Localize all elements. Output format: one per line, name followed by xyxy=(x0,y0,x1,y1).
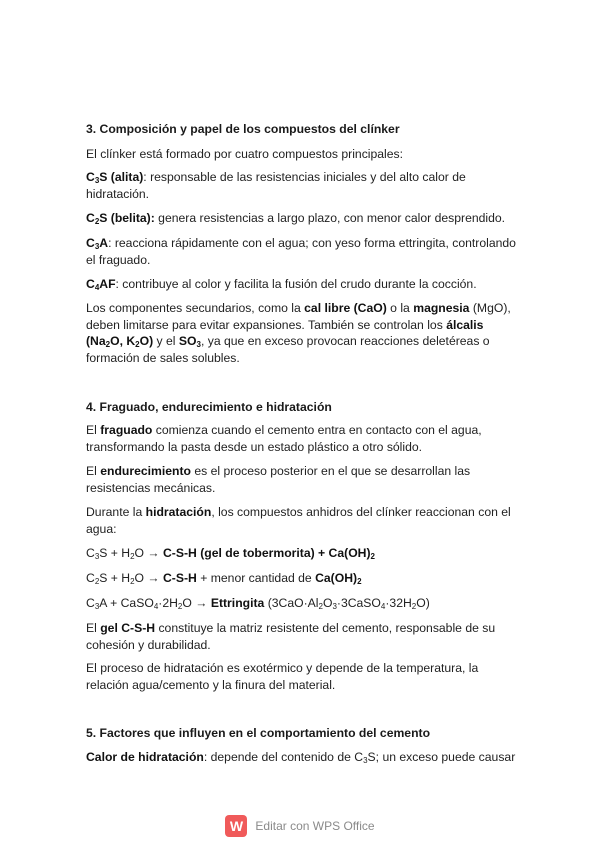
secondary-components-paragraph: Los componentes secundarios, como la cal libre (CaO) o la magnesia (MgO), deben limitarse para evitar expansiones. También se controlan los álcalis ($Na_2O$, $K_2O$) y el $SO_3$, ya que en exceso provocan reacciones deletéreas o formación de sales solubles. xyxy=(86,301,511,365)
c3s-paragraph: $C_3S$ (alita): responsable de las resistencias iniciales y del alto calor de hidratación. xyxy=(86,170,466,201)
wps-logo-icon: W xyxy=(225,815,247,837)
c3a-label: $C_3A$ xyxy=(86,236,109,251)
wps-footer[interactable] xyxy=(0,814,600,838)
section-3-title: 3. Composición y papel de los compuestos del clínker xyxy=(86,122,400,136)
hidratacion-paragraph: Durante la hidratación, los compuestos anhidros del clínker reaccionan con el agua: xyxy=(86,505,511,536)
gel-csh-paragraph: El gel C-S-H constituye la matriz resistente del cemento, responsable de su cohesión y durabilidad. xyxy=(86,621,496,652)
endurecimiento-paragraph: El endurecimiento es el proceso posterior en el que se desarrollan las resistencias mecánicas. xyxy=(86,464,471,495)
c2s-label: $C_2S$ (belita): xyxy=(86,211,155,226)
equation-c3s: $C_3S + H_2O \to C-S-H$ (gel de tobermorita) + $Ca(OH)_2$ xyxy=(86,546,375,561)
section-3-intro: El clínker está formado por cuatro compuestos principales: xyxy=(86,147,404,161)
c3a-paragraph: $C_3A$: reacciona rápidamente con el agua; con yeso forma ettringita, controlando el fraguado. xyxy=(86,236,516,267)
section-5-title: 5. Factores que influyen en el comportamiento del cemento xyxy=(86,726,431,740)
exothermic-paragraph: El proceso de hidratación es exotérmico y depende de la temperatura, la relación agua/cemento y la finura del material. xyxy=(86,661,479,692)
fraguado-paragraph: El fraguado comienza cuando el cemento entra en contacto con el agua, transformando la pasta desde un estado plástico a otro sólido. xyxy=(86,423,482,454)
edit-with-wps-link[interactable]: Editar con WPS Office xyxy=(255,819,375,833)
c3s-label: $C_3S$ (alita) xyxy=(86,170,144,185)
equation-c2s: $C_2S + H_2O \to C-S-H$ + menor cantidad de $Ca(OH)_2$ xyxy=(86,571,362,586)
c4af-label: $C_4AF$ xyxy=(86,277,116,292)
section-4-title: 4. Fraguado, endurecimiento e hidratación xyxy=(86,400,332,414)
calor-hidratacion-paragraph: Calor de hidratación: depende del contenido de $C_3S$; un exceso puede causar xyxy=(86,750,516,765)
c2s-paragraph: $C_2S$ (belita): genera resistencias a largo plazo, con menor calor desprendido. xyxy=(86,211,506,226)
c4af-paragraph: $C_4AF$: contribuye al color y facilita la fusión del crudo durante la cocción. xyxy=(86,277,477,292)
equation-c3a: $C_3A$ + $CaSO_4\cdot 2H_2O$ → Ettringita $(3CaO\cdot Al_2O_3\cdot 3CaSO_4\cdot 32H_2O)$ xyxy=(86,596,430,611)
